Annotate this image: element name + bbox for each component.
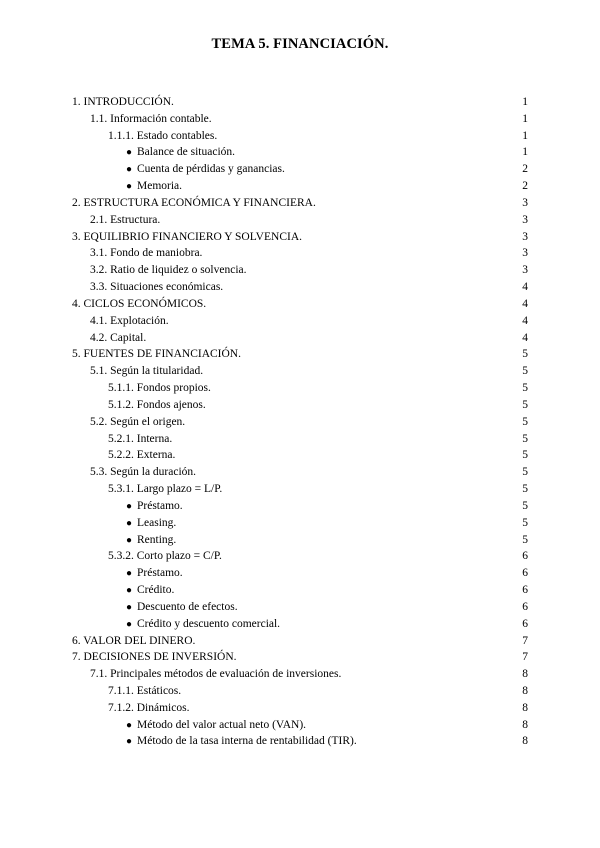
toc-entry-label: Método de la tasa interna de rentabilidad (TIR). <box>137 735 357 748</box>
toc-entry <box>72 498 528 515</box>
toc-entry <box>72 717 528 734</box>
bullet-icon: ● <box>126 534 133 546</box>
toc-page-number: 5 <box>522 483 528 496</box>
bullet-icon: ● <box>126 618 133 630</box>
toc-entry-text <box>126 515 176 533</box>
toc-entry-label: Balance de situación. <box>137 146 236 159</box>
toc-entry-text <box>126 144 235 162</box>
toc-entry-text <box>126 532 176 550</box>
toc-entry-label: 4. CICLOS ECONÓMICOS. <box>72 297 207 310</box>
bullet-icon: ● <box>126 736 133 748</box>
bullet-icon: ● <box>126 585 133 597</box>
toc-entry <box>72 616 528 633</box>
toc-entry-text <box>126 178 182 196</box>
toc-entry-label: 6. VALOR DEL DINERO. <box>72 634 196 647</box>
toc-entry-text <box>90 313 169 330</box>
toc-entry-label: Renting. <box>137 533 177 546</box>
toc-page-number: 2 <box>522 180 528 193</box>
toc-page-number: 1 <box>522 96 528 108</box>
toc-entry <box>72 346 528 363</box>
toc-entry <box>72 565 528 582</box>
toc-entry-label: Método del valor actual neto (VAN). <box>137 718 307 731</box>
toc-entry <box>72 330 528 347</box>
toc-entry <box>72 666 528 683</box>
toc-entry-text <box>126 599 238 617</box>
toc-entry-label: Préstamo. <box>137 567 183 580</box>
toc-entry-label: 3.3. Situaciones económicas. <box>90 281 224 294</box>
toc-entry-label: 7.1.1. Estáticos. <box>108 684 182 697</box>
toc-page-number: 3 <box>522 247 528 260</box>
toc-entry-label: 4.2. Capital. <box>90 331 147 344</box>
toc-page-number: 8 <box>522 718 528 731</box>
toc-page-number: 4 <box>522 297 528 310</box>
toc-entry <box>72 582 528 599</box>
toc-entry <box>72 245 528 262</box>
bullet-icon: ● <box>126 517 133 529</box>
toc-page-number: 3 <box>522 213 528 226</box>
toc-entry-label: 7. DECISIONES DE INVERSIÓN. <box>72 651 237 664</box>
toc-entry-text <box>90 212 160 229</box>
toc-entry <box>72 296 528 313</box>
toc-entry-label: 4.1. Explotación. <box>90 314 169 327</box>
toc-entry <box>72 229 528 246</box>
toc-entry-text <box>108 447 175 464</box>
toc-entry <box>72 397 528 414</box>
toc-entry-text <box>72 195 316 212</box>
toc-page-number: 8 <box>522 701 528 714</box>
toc-page-number: 5 <box>522 365 528 378</box>
toc-page-number: 6 <box>522 567 528 580</box>
toc-entry-label: 3. EQUILIBRIO FINANCIERO Y SOLVENCIA. <box>72 230 302 243</box>
toc-page-number: 1 <box>522 146 528 159</box>
toc-entry <box>72 431 528 448</box>
bullet-icon: ● <box>126 568 133 580</box>
toc-entry-label: 1.1. Información contable. <box>90 112 212 125</box>
toc-page-number: 6 <box>522 584 528 597</box>
toc-entry-text <box>108 397 206 414</box>
toc-page-number: 2 <box>522 163 528 176</box>
toc-entry-label: 1.1.1. Estado contables. <box>108 129 218 142</box>
toc-entry-text <box>90 245 202 262</box>
toc-entry-text <box>72 346 241 363</box>
toc-entry-label: 1. INTRODUCCIÓN. <box>72 96 174 108</box>
table-of-contents <box>72 94 528 750</box>
toc-page-number: 8 <box>522 735 528 748</box>
toc-entry-label: 2.1. Estructura. <box>90 213 161 226</box>
bullet-icon: ● <box>126 164 133 176</box>
toc-page-number: 5 <box>522 432 528 445</box>
toc-entry <box>72 128 528 145</box>
toc-entry-label: 5.1.1. Fondos propios. <box>108 382 211 395</box>
toc-entry <box>72 515 528 532</box>
toc-entry-label: 5.2.2. Externa. <box>108 449 176 462</box>
toc-entry-text <box>72 296 206 313</box>
toc-entry <box>72 161 528 178</box>
toc-page-number: 5 <box>522 499 528 512</box>
toc-entry-label: 2. ESTRUCTURA ECONÓMICA Y FINANCIERA. <box>72 196 316 209</box>
toc-page-number: 4 <box>522 331 528 344</box>
toc-entry-label: 5.2.1. Interna. <box>108 432 173 445</box>
toc-entry-label: Cuenta de pérdidas y ganancias. <box>137 163 285 176</box>
toc-page-number: 3 <box>522 264 528 277</box>
toc-entry-label: Descuento de efectos. <box>137 600 238 613</box>
bullet-icon: ● <box>126 601 133 613</box>
bullet-icon: ● <box>126 147 133 159</box>
document-title: TEMA 5. FINANCIACIÓN. <box>211 36 389 52</box>
toc-entry <box>72 195 528 212</box>
toc-entry <box>72 733 528 750</box>
toc-entry-text <box>126 616 280 634</box>
toc-entry-label: 5.2. Según el origen. <box>90 415 186 428</box>
toc-entry-label: Crédito y descuento comercial. <box>137 617 281 630</box>
toc-entry <box>72 649 528 666</box>
toc-entry-text <box>108 548 222 565</box>
toc-entry <box>72 94 528 111</box>
toc-entry-text <box>90 464 196 481</box>
toc-entry-text <box>72 633 195 650</box>
toc-entry <box>72 548 528 565</box>
toc-entry-text <box>126 717 306 735</box>
toc-page-number: 6 <box>522 617 528 630</box>
bullet-icon: ● <box>126 500 133 512</box>
toc-page-number: 3 <box>522 230 528 243</box>
toc-entry-text <box>108 481 222 498</box>
toc-entry-text <box>90 262 247 279</box>
toc-entry <box>72 464 528 481</box>
toc-entry-label: Memoria. <box>137 180 183 193</box>
toc-entry-label: 5.3.1. Largo plazo = L/P. <box>108 483 223 496</box>
toc-page-number: 8 <box>522 684 528 697</box>
toc-entry <box>72 380 528 397</box>
toc-entry-label: Préstamo. <box>137 499 183 512</box>
toc-entry-text <box>126 565 183 583</box>
toc-entry <box>72 144 528 161</box>
toc-entry-label: 5.3. Según la duración. <box>90 466 197 479</box>
toc-page-number: 5 <box>522 533 528 546</box>
toc-page-number: 5 <box>522 348 528 361</box>
bullet-icon: ● <box>126 719 133 731</box>
toc-page-number: 6 <box>522 600 528 613</box>
toc-entry-label: 3.1. Fondo de maniobra. <box>90 247 203 260</box>
toc-entry-text <box>90 279 223 296</box>
toc-entry <box>72 178 528 195</box>
toc-entry <box>72 313 528 330</box>
toc-entry-text <box>108 380 211 397</box>
toc-page-number: 8 <box>522 668 528 681</box>
toc-entry-label: 7.1. Principales métodos de evaluación de inversiones. <box>90 668 342 681</box>
bullet-icon: ● <box>126 181 133 193</box>
toc-entry-text <box>126 733 357 751</box>
toc-entry <box>72 633 528 650</box>
toc-entry-label: 5.1.2. Fondos ajenos. <box>108 398 206 411</box>
toc-entry-text <box>126 498 183 516</box>
toc-entry-text <box>108 431 172 448</box>
toc-entry <box>72 279 528 296</box>
toc-entry-label: 5.1. Según la titularidad. <box>90 365 204 378</box>
toc-entry-text <box>72 94 174 111</box>
toc-entry <box>72 111 528 128</box>
toc-entry <box>72 599 528 616</box>
toc-entry-label: Leasing. <box>137 516 177 529</box>
toc-page-number: 5 <box>522 466 528 479</box>
toc-entry-label: 7.1.2. Dinámicos. <box>108 701 190 714</box>
toc-entry <box>72 363 528 380</box>
toc-entry-label: Crédito. <box>137 584 175 597</box>
toc-entry <box>72 683 528 700</box>
toc-entry-text <box>72 229 302 246</box>
toc-entry-text <box>90 111 212 128</box>
toc-page-number: 5 <box>522 398 528 411</box>
toc-entry-text <box>90 330 146 347</box>
toc-page-number: 3 <box>522 196 528 209</box>
toc-entry-label: 5.3.2. Corto plazo = C/P. <box>108 550 222 563</box>
toc-entry <box>72 532 528 549</box>
toc-entry <box>72 262 528 279</box>
toc-page-number: 7 <box>522 651 528 664</box>
toc-entry-text <box>108 700 189 717</box>
toc-page-number: 5 <box>522 516 528 529</box>
toc-page-number: 7 <box>522 634 528 647</box>
toc-entry <box>72 700 528 717</box>
toc-entry-text <box>108 683 181 700</box>
toc-entry-text <box>126 161 285 179</box>
toc-entry <box>72 447 528 464</box>
toc-page-number: 5 <box>522 449 528 462</box>
toc-entry-label: 5. FUENTES DE FINANCIACIÓN. <box>72 348 241 361</box>
toc-entry <box>72 481 528 498</box>
toc-page-number: 5 <box>522 415 528 428</box>
toc-entry-text <box>90 363 203 380</box>
toc-page-number: 1 <box>522 112 528 125</box>
toc-entry <box>72 414 528 431</box>
toc-entry-text <box>90 414 185 431</box>
toc-entry-text <box>126 582 174 600</box>
toc-entry-label: 3.2. Ratio de liquidez o solvencia. <box>90 264 247 277</box>
toc-page-number: 6 <box>522 550 528 563</box>
toc-page-number: 4 <box>522 281 528 294</box>
toc-entry-text <box>90 666 341 683</box>
toc-entry-text <box>72 649 237 666</box>
toc-page-number: 4 <box>522 314 528 327</box>
toc-page-number: 1 <box>522 129 528 142</box>
toc-entry-text <box>108 128 217 145</box>
toc-entry <box>72 212 528 229</box>
toc-page-number: 5 <box>522 382 528 395</box>
